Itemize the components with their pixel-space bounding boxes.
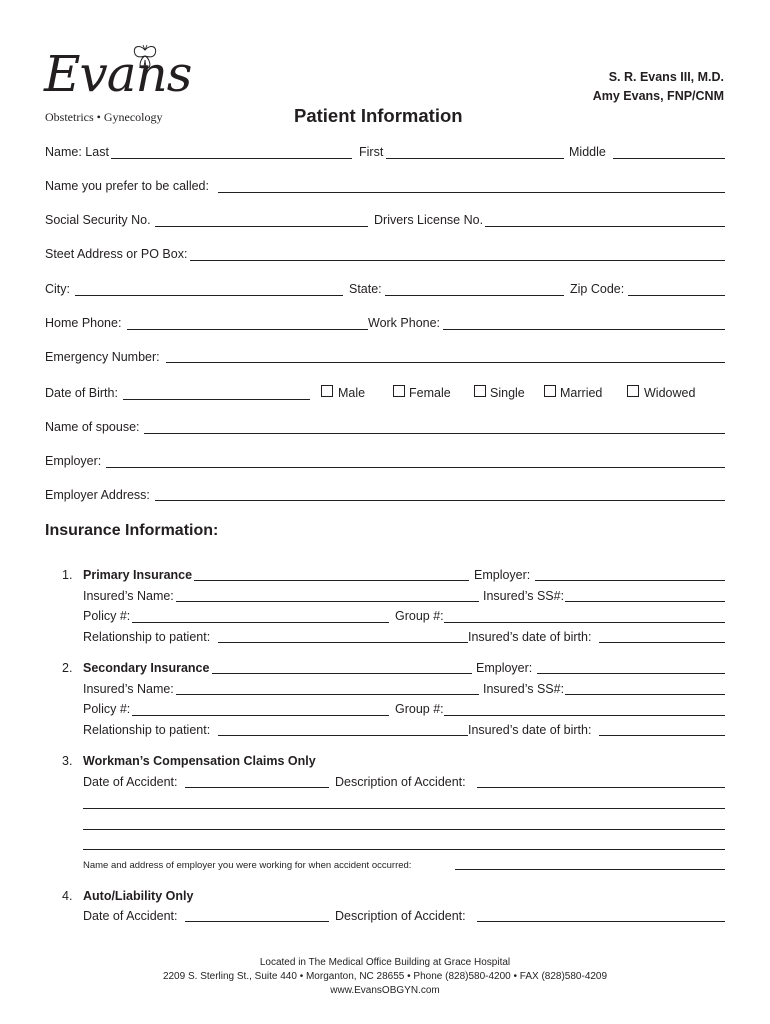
workman-description-line-2[interactable] [83, 808, 725, 809]
primary-insured-dob-input[interactable] [599, 642, 725, 643]
last-name-label: Name: Last [45, 145, 109, 159]
emergency-number-label: Emergency Number: [45, 350, 160, 364]
middle-name-input[interactable] [613, 158, 725, 159]
logo-subtitle: Obstetrics • Gynecology [45, 110, 163, 124]
secondary-insured-name-label: Insured’s Name: [83, 682, 174, 696]
primary-insured-ss-label: Insured’s SS#: [483, 589, 565, 603]
primary-employer-input[interactable] [535, 580, 725, 581]
ssn-label: Social Security No. [45, 213, 151, 227]
secondary-policy-input[interactable] [132, 715, 389, 716]
footer-address: 2209 S. Sterling St., Suite 440 • Morganton, NC 28655 • Phone (828)580-4200 • FAX (828)580-4209 [162, 971, 608, 982]
secondary-insured-ss-input[interactable] [565, 694, 725, 695]
state-label: State: [349, 282, 382, 296]
state-input[interactable] [385, 295, 564, 296]
male-checkbox[interactable] [321, 385, 333, 397]
workman-description-line-3[interactable] [83, 829, 725, 830]
last-name-input[interactable] [111, 158, 352, 159]
primary-insured-ss-input[interactable] [565, 601, 725, 602]
primary-insurance-input[interactable] [194, 580, 469, 581]
work-phone-label: Work Phone: [368, 316, 441, 330]
male-label: Male [338, 386, 366, 400]
workman-description-line-4[interactable] [83, 849, 725, 850]
workman-employer-input[interactable] [455, 869, 725, 870]
primary-employer-label: Employer: [474, 568, 531, 582]
city-input[interactable] [75, 295, 343, 296]
employer-input[interactable] [106, 467, 725, 468]
single-checkbox[interactable] [474, 385, 486, 397]
workman-comp-label: Workman’s Compensation Claims Only [83, 754, 316, 768]
married-checkbox[interactable] [544, 385, 556, 397]
secondary-employer-label: Employer: [476, 661, 533, 675]
secondary-number: 2. [62, 661, 73, 675]
home-phone-label: Home Phone: [45, 316, 122, 330]
spouse-input[interactable] [144, 433, 725, 434]
workman-date-input[interactable] [185, 787, 329, 788]
doctor-name-2: Amy Evans, FNP/CNM [592, 89, 724, 103]
zip-code-label: Zip Code: [570, 282, 625, 296]
primary-insurance-label: Primary Insurance [83, 568, 193, 582]
secondary-insured-dob-label: Insured’s date of birth: [468, 723, 592, 737]
single-label: Single [490, 386, 525, 400]
page-title: Patient Information [294, 105, 463, 126]
widowed-label: Widowed [644, 386, 696, 400]
employer-address-label: Employer Address: [45, 488, 150, 502]
auto-description-input[interactable] [477, 921, 725, 922]
drivers-license-input[interactable] [485, 226, 725, 227]
primary-insured-dob-label: Insured’s date of birth: [468, 630, 592, 644]
female-label: Female [409, 386, 451, 400]
secondary-group-label: Group #: [395, 702, 444, 716]
ssn-input[interactable] [155, 226, 368, 227]
married-label: Married [560, 386, 603, 400]
doctor-name-1: S. R. Evans III, M.D. [608, 70, 724, 84]
work-phone-input[interactable] [443, 329, 725, 330]
employer-label: Employer: [45, 454, 102, 468]
city-label: City: [45, 282, 70, 296]
secondary-insurance-input[interactable] [212, 673, 472, 674]
workman-employer-note: Name and address of employer you were working for when accident occurred: [83, 860, 412, 871]
insurance-heading: Insurance Information: [45, 522, 219, 539]
secondary-group-input[interactable] [444, 715, 725, 716]
auto-description-label: Description of Accident: [335, 909, 466, 923]
emergency-number-input[interactable] [166, 362, 725, 363]
primary-policy-input[interactable] [132, 622, 389, 623]
footer-location: Located in The Medical Office Building at Grace Hospital [259, 957, 511, 968]
female-checkbox[interactable] [393, 385, 405, 397]
primary-relationship-label: Relationship to patient: [83, 630, 211, 644]
secondary-insured-ss-label: Insured’s SS#: [483, 682, 565, 696]
primary-group-input[interactable] [444, 622, 725, 623]
middle-name-label: Middle [569, 145, 606, 159]
auto-date-label: Date of Accident: [83, 909, 178, 923]
primary-policy-label: Policy #: [83, 609, 131, 623]
primary-insured-name-input[interactable] [176, 601, 479, 602]
zip-code-input[interactable] [628, 295, 725, 296]
secondary-insured-dob-input[interactable] [599, 735, 725, 736]
preferred-name-label: Name you prefer to be called: [45, 179, 209, 193]
secondary-policy-label: Policy #: [83, 702, 131, 716]
widowed-checkbox[interactable] [627, 385, 639, 397]
primary-group-label: Group #: [395, 609, 444, 623]
dob-label: Date of Birth: [45, 386, 118, 400]
primary-number: 1. [62, 568, 73, 582]
spouse-label: Name of spouse: [45, 420, 140, 434]
first-name-label: First [359, 145, 384, 159]
auto-number: 4. [62, 889, 73, 903]
auto-liability-label: Auto/Liability Only [83, 889, 194, 903]
first-name-input[interactable] [386, 158, 564, 159]
footer-website: www.EvansOBGYN.com [330, 985, 440, 996]
workman-date-label: Date of Accident: [83, 775, 178, 789]
secondary-insurance-label: Secondary Insurance [83, 661, 210, 675]
primary-relationship-input[interactable] [218, 642, 468, 643]
butterfly-icon [128, 44, 162, 74]
workman-description-input[interactable] [477, 787, 725, 788]
home-phone-input[interactable] [127, 329, 368, 330]
secondary-employer-input[interactable] [537, 673, 725, 674]
street-address-input[interactable] [190, 260, 725, 261]
secondary-relationship-label: Relationship to patient: [83, 723, 211, 737]
secondary-insured-name-input[interactable] [176, 694, 479, 695]
secondary-relationship-input[interactable] [218, 735, 468, 736]
drivers-license-label: Drivers License No. [374, 213, 484, 227]
dob-input[interactable] [123, 399, 310, 400]
primary-insured-name-label: Insured’s Name: [83, 589, 174, 603]
workman-description-label: Description of Accident: [335, 775, 466, 789]
auto-date-input[interactable] [185, 921, 329, 922]
employer-address-input[interactable] [155, 500, 725, 501]
street-address-label: Steet Address or PO Box: [45, 247, 188, 261]
logo-wordmark: Evans [44, 45, 192, 103]
workman-number: 3. [62, 754, 73, 768]
preferred-name-input[interactable] [218, 192, 725, 193]
